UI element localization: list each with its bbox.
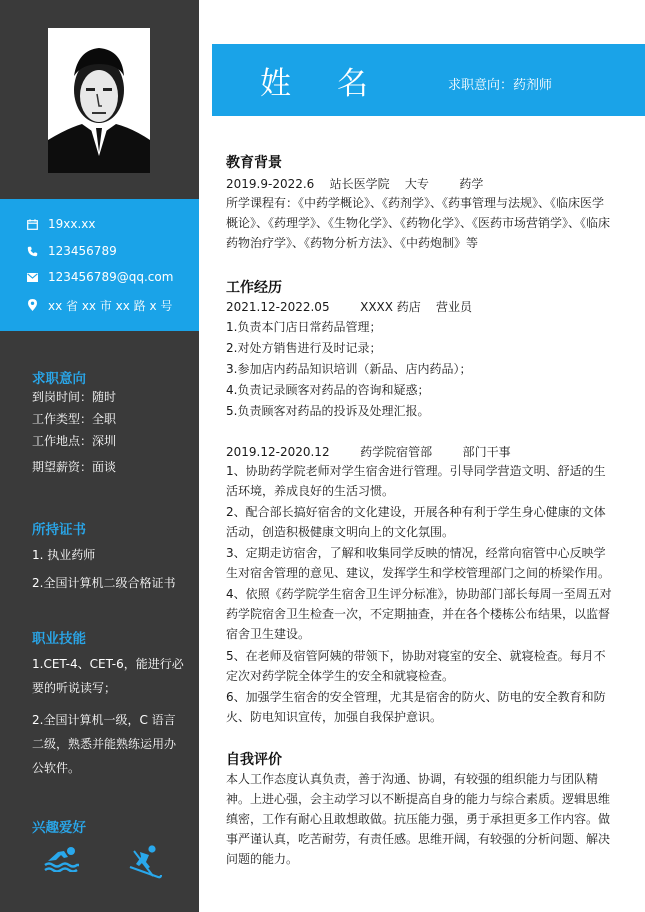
job2-duty: 4、依照《药学院学生宿舍卫生评分标准》，协助部门部长每周一至周五对药学院宿舍卫生检查一次，不定期抽查，并在各个楼栋公布结果，以监督宿舍卫生建设。 [226, 587, 612, 641]
education-courses: 所学课程有：《中药学概论》、《药剂学》、《药事管理与法规》、《临床医学概论》、《药理学》、《生物化学》、《药物化学》、《医药市场营销学》、《临床药物治疗学》、《药物分析方法》、《中药炮制》等 [226, 196, 611, 250]
intent-section-title: 求职意向 [32, 371, 86, 387]
job2-duty: 6、加强学生宿舍的安全管理，尤其是宿舍的防火、防电的安全教育和防火、防电知识宣传，加强自我保护意识。 [226, 690, 606, 724]
education-title: 教育背景 [226, 155, 282, 171]
cert-section-title: 所持证书 [32, 522, 86, 538]
job1-duty: 5.负责顾客对药品的投诉及处理汇报。 [226, 404, 430, 418]
skiing-icon [128, 845, 162, 883]
intent-salary: 期望薪资：面谈 [32, 460, 117, 474]
location-pin-icon [24, 298, 40, 312]
calendar-icon [24, 217, 40, 231]
address-text: xx 省 xx 市 xx 路 x 号 [48, 298, 173, 313]
skill-item: 1.CET-4、CET-6，能进行必要的听说读写； [32, 657, 184, 695]
job2-line: 2019.12-2020.12 药学院宿管部 部门干事 [226, 445, 511, 459]
job1-duty: 1.负责本门店日常药品管理； [226, 320, 382, 334]
email-text: 123456789@qq.com [48, 270, 174, 284]
contact-phone [24, 242, 117, 260]
portrait-image [48, 28, 150, 173]
contact-birth [24, 215, 96, 233]
intent-arrival: 到岗时间：随时 [32, 390, 117, 404]
work-title: 工作经历 [226, 280, 282, 296]
contact-address [24, 296, 172, 314]
job1-duty: 2.对处方销售进行及时记录； [226, 341, 382, 355]
intent-job-type: 工作类型：全职 [32, 412, 117, 426]
sidebar [0, 0, 199, 912]
job2-duty: 5、在老师及宿管阿姨的带领下，协助对寝室的安全、就寝检查。每月不定次对药学院全体学生的安全和就寝检查。 [226, 649, 606, 683]
cert-item: 1. 执业药师 [32, 548, 96, 562]
skill-section-title: 职业技能 [32, 631, 86, 647]
cert-item: 2.全国计算机二级合格证书 [32, 576, 176, 590]
self-eval-title: 自我评价 [226, 752, 282, 768]
job1-duty: 3.参加店内药品知识培训（新品、店内药品）； [226, 362, 472, 376]
job2-duty: 1、协助药学院老师对学生宿舍进行管理。引导同学营造文明、舒适的生活环境，养成良好的生活习惯。 [226, 464, 606, 498]
job2-duty: 2、配合部长搞好宿舍的文化建设，开展各种有利于学生身心健康的文体活动，创造积极健康文明向上的文化氛围。 [226, 505, 606, 539]
intent-location: 工作地点：深圳 [32, 434, 117, 448]
job2-duty: 3、定期走访宿舍，了解和收集同学反映的情况，经常向宿管中心反映学生对宿舍管理的意见、建议，发挥学生和学校管理部门之间的桥梁作用。 [226, 546, 611, 580]
job1-line: 2021.12-2022.05 XXXX 药店 营业员 [226, 300, 473, 314]
name-header [212, 44, 645, 116]
phone-icon [24, 244, 40, 258]
swimming-icon [44, 846, 80, 876]
birth-text: 19xx.xx [48, 217, 96, 231]
hobby-section-title: 兴趣爱好 [32, 820, 86, 836]
email-icon [24, 270, 40, 284]
phone-text: 123456789 [48, 244, 117, 258]
self-eval-text: 本人工作态度认真负责，善于沟通、协调，有较强的组织能力与团队精神。上进心强，会主动学习以不断提高自身的能力与综合素质。逻辑思维缜密，工作有耐心且敢想敢做。抗压能力强，勇于承担更多工作内容。做事严谨认真，吃苦耐劳，有责任感。思维开阔，有较强的分析问题、解决问题的能力。 [226, 772, 611, 866]
skill-item: 2.全国计算机一级，C 语言二级，熟悉并能熟练运用办公软件。 [32, 713, 177, 775]
job1-duty: 4.负责记录顾客对药品的咨询和疑惑； [226, 383, 430, 397]
contact-block [0, 199, 199, 331]
header-job-intent: 求职意向：药剂师 [448, 78, 553, 93]
profile-photo [48, 28, 150, 173]
contact-email [24, 268, 173, 286]
education-line: 2019.9-2022.6 站长医学院 大专 药学 [226, 177, 484, 191]
candidate-name: 姓名 [260, 66, 414, 102]
